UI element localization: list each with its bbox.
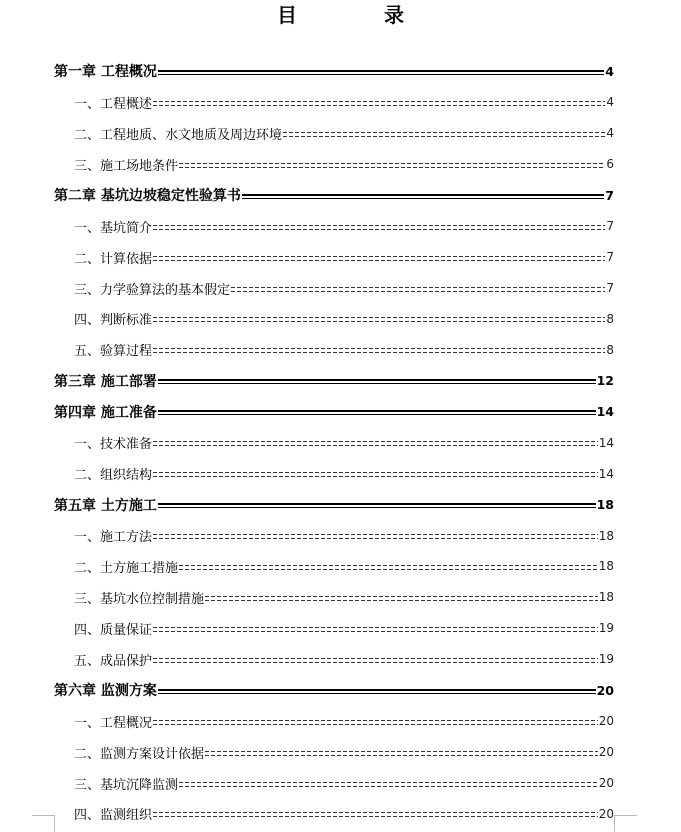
toc-leader-line [283, 132, 605, 137]
toc-entry-label: 三、力学验算法的基本假定 [74, 282, 231, 298]
toc-page-number: 19 [598, 621, 614, 636]
toc-section-entry[interactable] [54, 304, 614, 335]
toc-chapter-entry[interactable] [54, 675, 614, 706]
toc-leader-line [158, 410, 596, 415]
toc-entry-label: 第六章 监测方案 [54, 683, 157, 700]
toc-page-number: 20 [598, 714, 614, 729]
toc-section-entry[interactable] [54, 582, 614, 613]
toc-page-number: 4 [606, 126, 614, 141]
toc-entry-label: 一、工程概述 [74, 96, 153, 112]
toc-entry-label: 三、基坑水位控制措施 [74, 591, 205, 607]
toc-leader-line [179, 163, 605, 168]
toc-page-number: 4 [606, 95, 614, 110]
toc-entry-label: 三、施工场地条件 [74, 158, 179, 174]
toc-leader-line [153, 225, 605, 230]
toc-page-number: 14 [596, 404, 614, 420]
toc-page-number: 20 [598, 806, 614, 821]
toc-entry-label: 一、技术准备 [74, 437, 153, 453]
toc-leader-line [153, 348, 605, 353]
toc-page-number: 20 [598, 776, 614, 791]
toc-page-number: 14 [598, 435, 614, 450]
toc-leader-line [153, 812, 598, 817]
toc-leader-line [158, 689, 596, 694]
toc-entry-label: 二、监测方案设计依据 [74, 746, 205, 762]
toc-entry-label: 四、质量保证 [74, 622, 153, 638]
toc-page-number: 14 [598, 466, 614, 481]
toc-entry-label: 四、监测组织 [74, 808, 153, 824]
toc-leader-line [153, 627, 598, 632]
toc-chapter-entry[interactable] [54, 396, 614, 427]
toc-entry-label: 一、施工方法 [74, 530, 153, 546]
toc-page-number: 18 [596, 497, 614, 513]
toc-section-entry[interactable] [54, 737, 614, 768]
toc-leader-line [153, 472, 598, 477]
toc-leader-line [153, 101, 605, 106]
page-corner-mark-right [614, 815, 637, 832]
toc-leader-line [205, 751, 598, 756]
toc-page-number: 18 [598, 559, 614, 574]
toc-page-number: 7 [605, 187, 614, 203]
toc-page-number: 6 [606, 157, 614, 172]
toc-entry-label: 二、土方施工措施 [74, 560, 179, 576]
toc-section-entry[interactable] [54, 706, 614, 737]
page-title: 目 录 [277, 3, 444, 27]
toc-entry-label: 第三章 施工部署 [54, 373, 157, 390]
toc-page-number: 7 [606, 250, 614, 265]
toc-section-entry[interactable] [54, 427, 614, 458]
toc-chapter-entry[interactable] [54, 489, 614, 520]
toc-leader-line [158, 503, 596, 508]
toc-entry-label: 二、计算依据 [74, 251, 153, 267]
toc-section-entry[interactable] [54, 334, 614, 365]
toc-entry-label: 二、工程地质、水文地质及周边环境 [74, 127, 283, 143]
toc-leader-line [153, 441, 598, 446]
page-corner-mark-left [32, 815, 55, 832]
toc-section-entry[interactable] [54, 613, 614, 644]
toc-section-entry[interactable] [54, 149, 614, 180]
toc-section-entry[interactable] [54, 520, 614, 551]
toc-page-number: 8 [606, 311, 614, 326]
toc-chapter-entry[interactable] [54, 180, 614, 211]
toc-entry-label: 五、成品保护 [74, 653, 153, 669]
toc-leader-line [179, 565, 598, 570]
toc-section-entry[interactable] [54, 211, 614, 242]
toc-page-number: 8 [606, 342, 614, 357]
toc-chapter-entry[interactable] [54, 365, 614, 396]
toc-section-entry[interactable] [54, 799, 614, 830]
toc-leader-line [242, 194, 604, 199]
toc-entry-label: 一、工程概况 [74, 715, 153, 731]
toc-leader-line [231, 287, 605, 292]
toc-entry-label: 第四章 施工准备 [54, 404, 157, 421]
toc-page-number: 19 [598, 652, 614, 667]
toc-leader-line [158, 379, 596, 384]
toc-leader-line [153, 317, 605, 322]
toc-entry-label: 五、验算过程 [74, 344, 153, 360]
toc-entry-label: 第一章 工程概况 [54, 64, 157, 81]
toc-entry-label: 一、基坑简介 [74, 220, 153, 236]
toc-entry-label: 二、组织结构 [74, 468, 153, 484]
toc-page-number: 18 [598, 590, 614, 605]
toc-entry-label: 第二章 基坑边坡稳定性验算书 [54, 188, 241, 205]
toc-leader-line [153, 658, 598, 663]
toc-page-number: 7 [606, 219, 614, 234]
toc-page-number: 18 [598, 528, 614, 543]
toc-leader-line [153, 256, 605, 261]
toc-section-entry[interactable] [54, 242, 614, 273]
toc-section-entry[interactable] [54, 118, 614, 149]
toc-section-entry[interactable] [54, 644, 614, 675]
toc-page-number: 20 [598, 745, 614, 760]
toc-page-number: 20 [596, 682, 614, 698]
toc-leader-line [158, 70, 604, 75]
toc-page-number: 7 [606, 281, 614, 296]
toc-leader-line [153, 534, 598, 539]
toc-leader-line [153, 720, 598, 725]
table-of-contents [54, 56, 614, 829]
toc-leader-line [179, 782, 598, 787]
toc-entry-label: 四、判断标准 [74, 313, 153, 329]
toc-chapter-entry[interactable] [54, 56, 614, 87]
toc-section-entry[interactable] [54, 87, 614, 118]
toc-leader-line [205, 596, 598, 601]
toc-page-number: 4 [605, 63, 614, 79]
toc-section-entry[interactable] [54, 273, 614, 304]
toc-entry-label: 第五章 土方施工 [54, 497, 157, 514]
toc-section-entry[interactable] [54, 458, 614, 489]
toc-section-entry[interactable] [54, 768, 614, 799]
toc-entry-label: 三、基坑沉降监测 [74, 777, 179, 793]
toc-section-entry[interactable] [54, 551, 614, 582]
toc-page-number: 12 [596, 373, 614, 389]
